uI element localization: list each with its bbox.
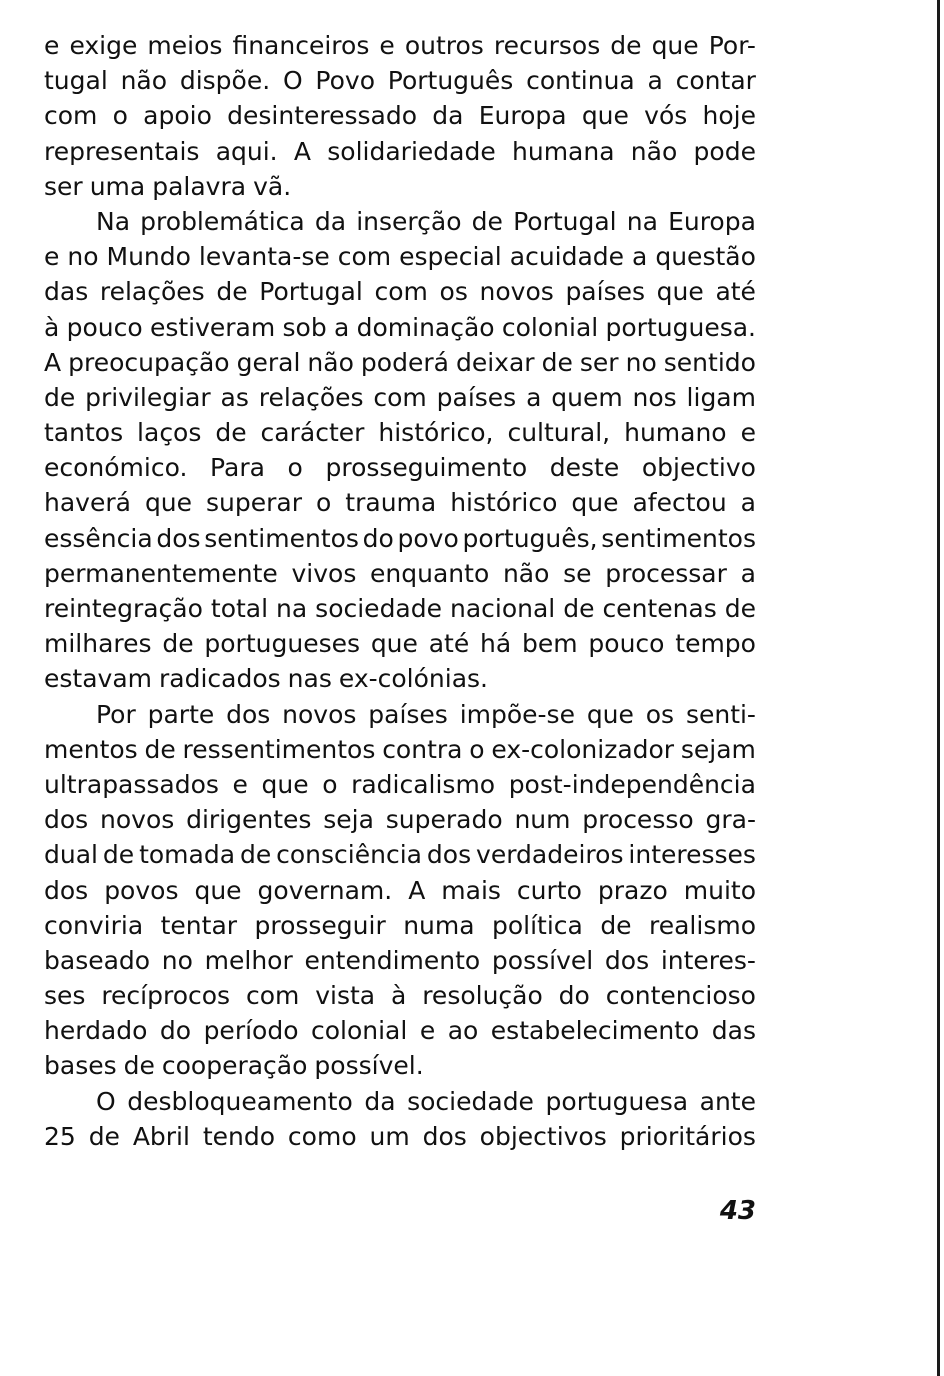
- text-line: tugal não dispõe. O Povo Português continua a contar: [44, 66, 756, 96]
- text-line: mentos de ressentimentos contra o ex-colonizador sejam: [44, 734, 756, 764]
- text-line: ser uma palavra vã.: [44, 171, 292, 201]
- text-line: Por parte dos novos países impõe-se que os senti-: [96, 699, 756, 729]
- text-line: de privilegiar as relações com países a quem nos ligam: [44, 382, 756, 412]
- text-line: e exige meios financeiros e outros recursos de que Por-: [44, 31, 756, 60]
- text-line: haverá que superar o trauma histórico que afectou a: [44, 488, 756, 518]
- page-number: 43: [719, 1196, 756, 1226]
- text-line: dual de tomada de consciência dos verdadeiros interesses: [44, 840, 756, 870]
- text-line: dos povos que governam. A mais curto prazo muito: [44, 875, 756, 905]
- text-line: ultrapassados e que o radicalismo post-independência: [44, 769, 756, 799]
- text-line: tantos laços de carácter histórico, cultural, humano e: [44, 418, 756, 448]
- text-line: permanentemente vivos enquanto não se processar a: [44, 558, 756, 588]
- text-line: estavam radicados nas ex-colónias.: [44, 664, 488, 694]
- text-line: 25 de Abril tendo como um dos objectivos prioritários: [44, 1121, 756, 1151]
- text-line: económico. Para o prosseguimento deste objectivo: [44, 453, 756, 483]
- text-line: milhares de portugueses que até há bem pouco tempo: [44, 629, 756, 659]
- text-line: herdado do período colonial e ao estabelecimento das: [44, 1016, 756, 1046]
- text-line: O desbloqueamento da sociedade portuguesa ante: [96, 1086, 756, 1116]
- page-edge-shadow: [937, 0, 940, 1376]
- text-line: dos novos dirigentes seja superado num processo gra-: [44, 805, 756, 835]
- text-line: Na problemática da inserção de Portugal na Europa: [96, 206, 756, 236]
- body-text: [44, 28, 756, 1154]
- text-line: das relações de Portugal com os novos países que até: [44, 277, 756, 307]
- text-line: A preocupação geral não poderá deixar de ser no sentido: [44, 347, 756, 377]
- text-line: à pouco estiveram sob a dominação colonial portuguesa.: [44, 312, 756, 342]
- text-line: baseado no melhor entendimento possível dos interes-: [44, 945, 756, 975]
- text-line: essência dos sentimentos do povo português, sentimentos: [44, 523, 756, 553]
- text-line: ses recíprocos com vista à resolução do contencioso: [44, 981, 756, 1011]
- text-line: conviria tentar prosseguir numa política de realismo: [44, 910, 756, 940]
- text-line: bases de cooperação possível.: [44, 1051, 424, 1081]
- text-line: e no Mundo levanta-se com especial acuidade a questão: [44, 242, 756, 272]
- text-line: representais aqui. A solidariedade humana não pode: [44, 136, 756, 166]
- text-line: com o apoio desinteressado da Europa que vós hoje: [44, 101, 756, 131]
- text-line: reintegração total na sociedade nacional de centenas de: [44, 594, 756, 623]
